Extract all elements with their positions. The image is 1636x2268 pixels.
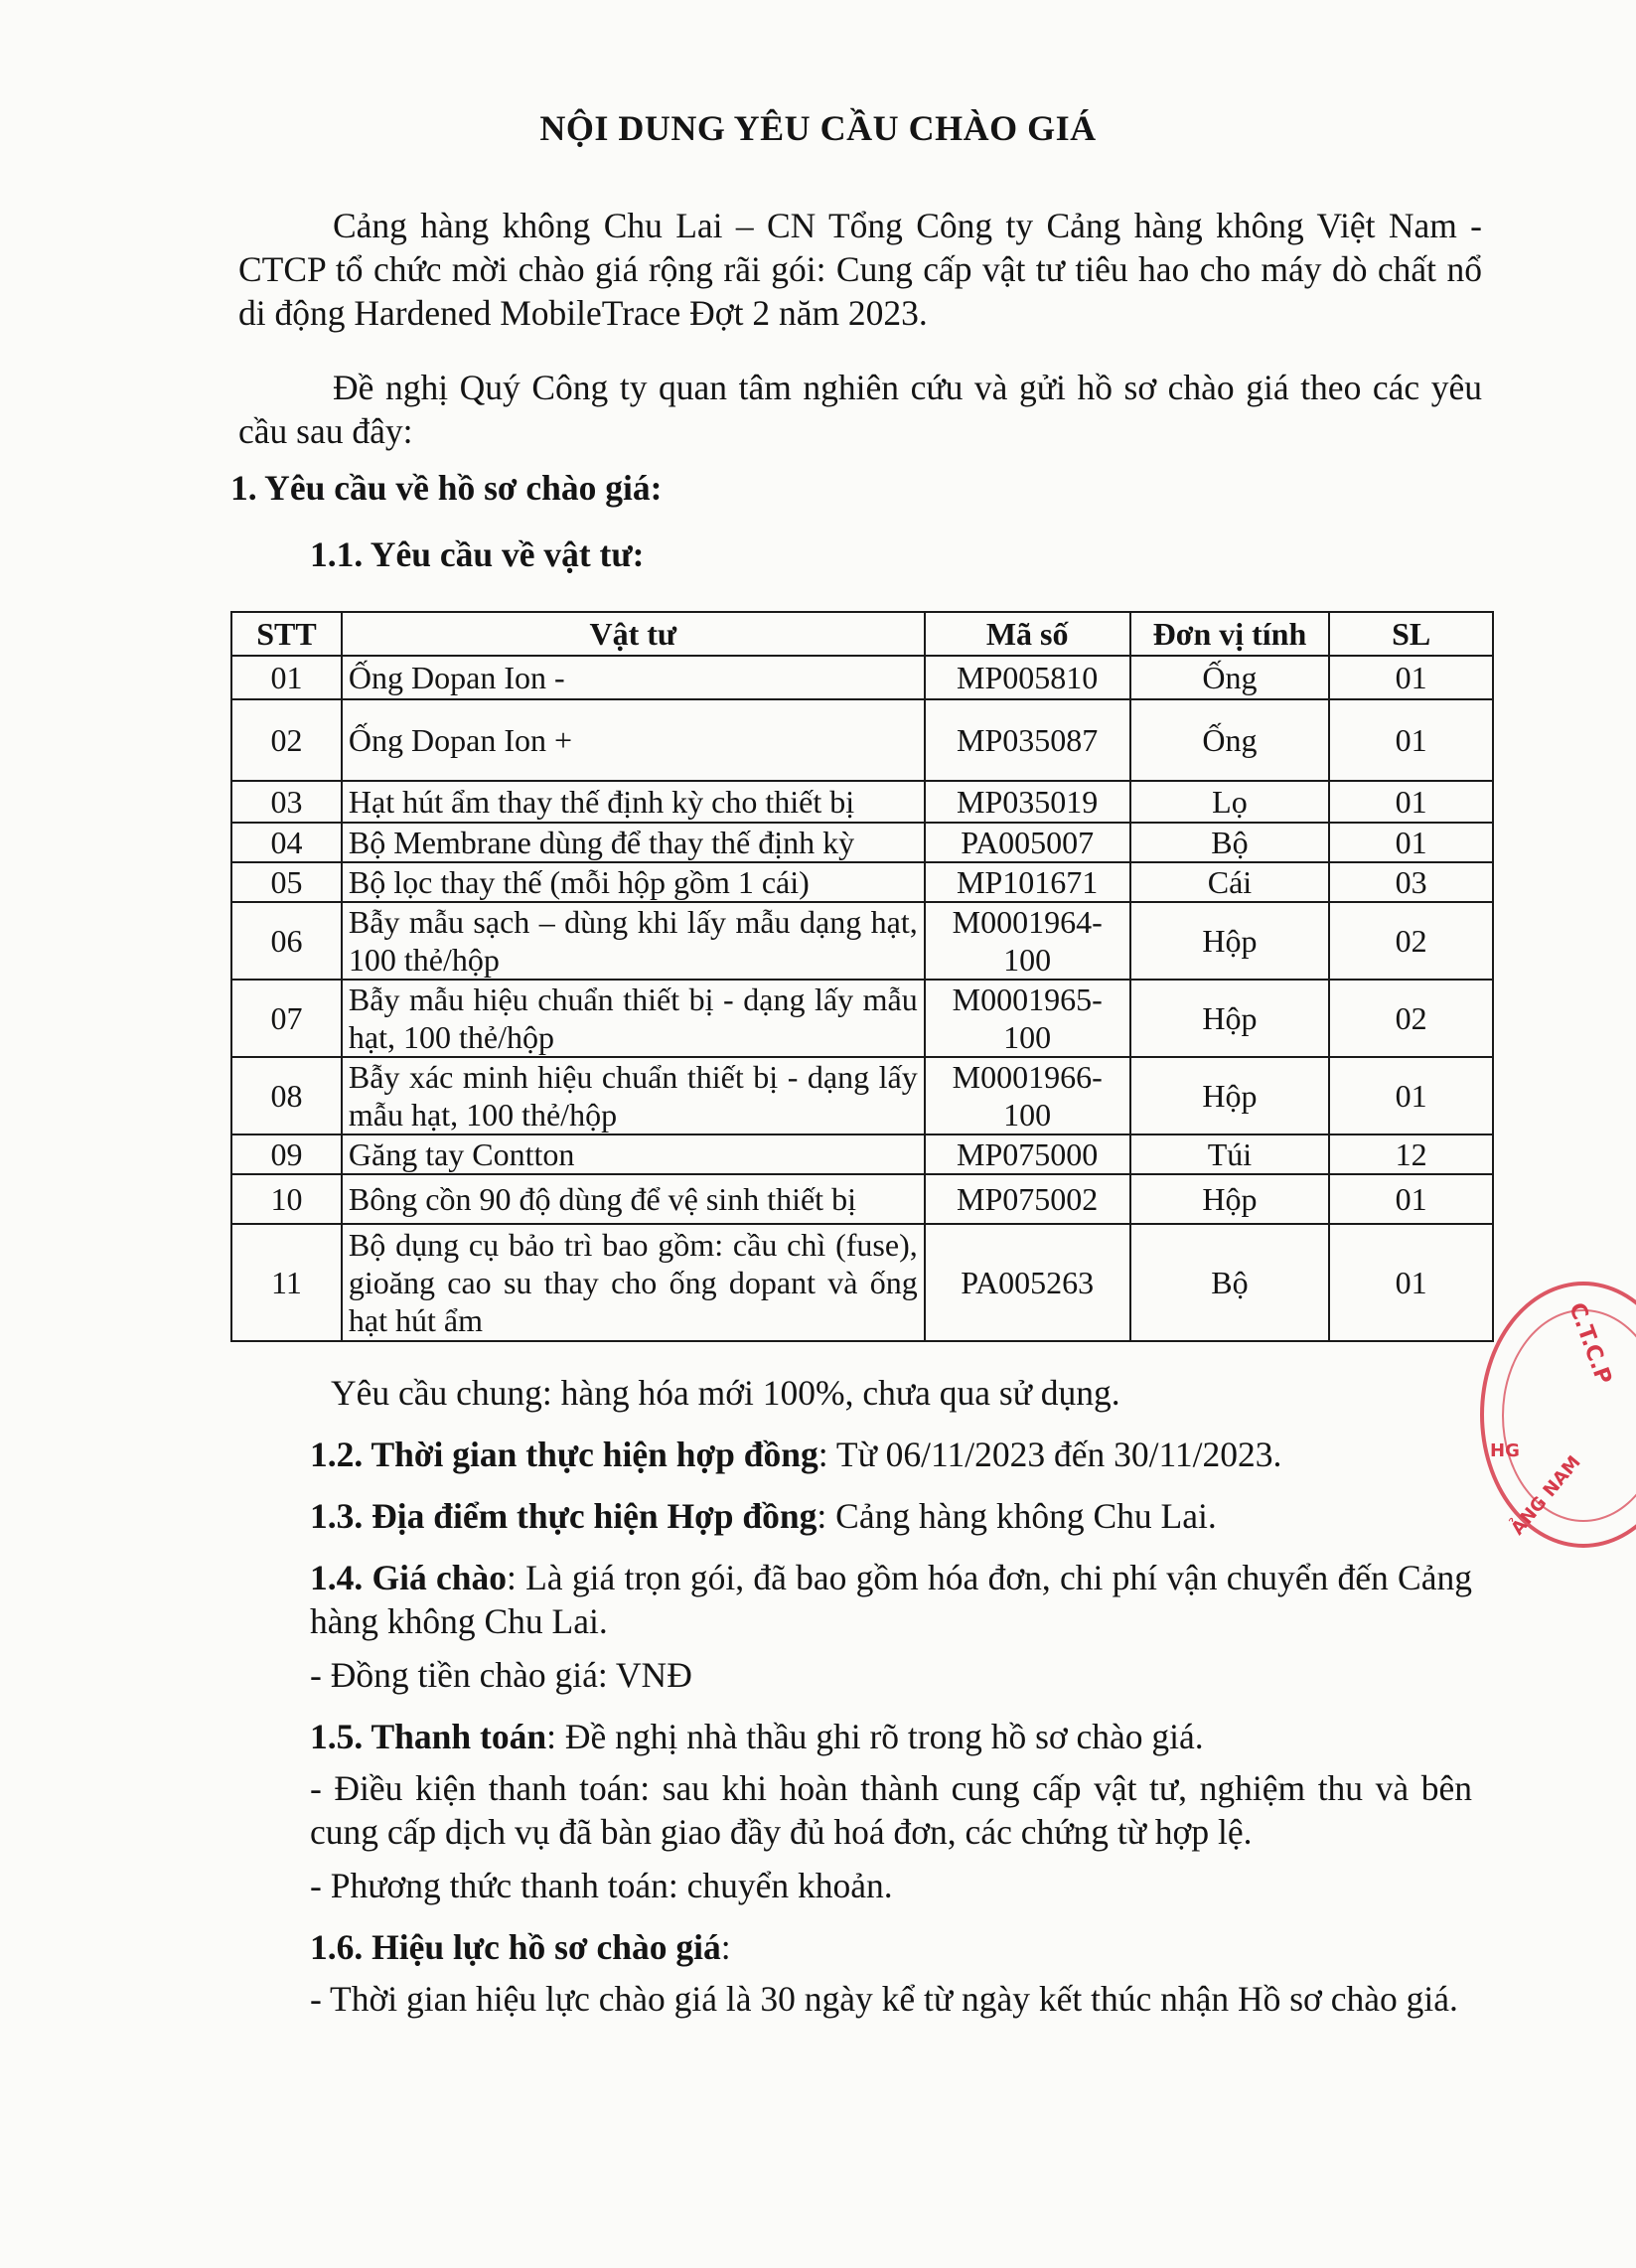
request-text: Đề nghị Quý Công ty quan tâm nghiên cứu và gửi hồ sơ chào giá theo các yêu cầu sau đây: bbox=[238, 368, 1482, 451]
cell-code: M0001966-100 bbox=[925, 1057, 1130, 1134]
section-1-1-heading: 1.1. Yêu cầu về vật tư: bbox=[310, 534, 645, 574]
section-1-2 bbox=[310, 1433, 1281, 1476]
cell-material: Bẫy mẫu hiệu chuẩn thiết bị - dạng lấy mẫu hạt, 100 thẻ/hộp bbox=[342, 980, 925, 1057]
payment-method: - Phương thức thanh toán: chuyển khoản. bbox=[310, 1866, 893, 1905]
cell-unit: Hộp bbox=[1130, 902, 1330, 980]
cell-quantity: 02 bbox=[1329, 980, 1493, 1057]
cell-unit: Lọ bbox=[1130, 781, 1330, 823]
seal-text-name: ẢNG NAM bbox=[1507, 1451, 1585, 1540]
cell-code: PA005007 bbox=[925, 823, 1130, 862]
cell-quantity: 01 bbox=[1329, 656, 1493, 699]
section-1-6-label: 1.6. Hiệu lực hồ sơ chào giá bbox=[310, 1927, 721, 1967]
cell-code: PA005263 bbox=[925, 1224, 1130, 1341]
header-unit: Đơn vị tính bbox=[1130, 612, 1330, 656]
cell-unit: Cái bbox=[1130, 862, 1330, 902]
section-1-heading: 1. Yêu cầu về hồ sơ chào giá: bbox=[230, 468, 663, 508]
header-quantity: SL bbox=[1329, 612, 1493, 656]
cell-material: Bộ lọc thay thế (mỗi hộp gồm 1 cái) bbox=[342, 862, 925, 902]
cell-code: MP035087 bbox=[925, 699, 1130, 781]
table-row bbox=[231, 823, 1493, 862]
cell-material: Bông cồn 90 độ dùng để vệ sinh thiết bị bbox=[342, 1174, 925, 1224]
section-1-3 bbox=[310, 1494, 1217, 1538]
cell-quantity: 01 bbox=[1329, 1224, 1493, 1341]
cell-unit: Hộp bbox=[1130, 980, 1330, 1057]
cell-material: Bẫy xác minh hiệu chuẩn thiết bị - dạng lấy mẫu hạt, 100 thẻ/hộp bbox=[342, 1057, 925, 1134]
materials-table bbox=[230, 611, 1494, 1342]
intro-paragraph bbox=[238, 204, 1482, 335]
validity-line: - Thời gian hiệu lực chào giá là 30 ngày kể từ ngày kết thúc nhận Hồ sơ chào giá. bbox=[310, 1979, 1458, 2019]
cell-stt: 08 bbox=[231, 1057, 342, 1134]
table-row bbox=[231, 1174, 1493, 1224]
cell-quantity: 03 bbox=[1329, 862, 1493, 902]
cell-quantity: 01 bbox=[1329, 781, 1493, 823]
document-title: NỘI DUNG YÊU CẦU CHÀO GIÁ bbox=[539, 108, 1097, 148]
table-header-row bbox=[231, 612, 1493, 656]
cell-material: Bẫy mẫu sạch – dùng khi lấy mẫu dạng hạt, 100 thẻ/hộp bbox=[342, 902, 925, 980]
cell-material: Ống Dopan Ion + bbox=[342, 699, 925, 781]
cell-unit: Hộp bbox=[1130, 1174, 1330, 1224]
section-1-6-value: : bbox=[720, 1927, 731, 1967]
section-1-4-value: : Là giá trọn gói, đã bao gồm hóa đơn, chi phí vận chuyển đến Cảng hàng không Chu Lai. bbox=[310, 1558, 1472, 1641]
cell-stt: 09 bbox=[231, 1134, 342, 1174]
cell-material: Hạt hút ẩm thay thế định kỳ cho thiết bị bbox=[342, 781, 925, 823]
cell-code: M0001964-100 bbox=[925, 902, 1130, 980]
cell-material: Bộ Membrane dùng để thay thế định kỳ bbox=[342, 823, 925, 862]
cell-code: MP075002 bbox=[925, 1174, 1130, 1224]
section-1-5 bbox=[310, 1715, 1204, 1758]
section-1-5-value: : Đề nghị nhà thầu ghi rõ trong hồ sơ chào giá. bbox=[546, 1717, 1204, 1756]
table-row bbox=[231, 1224, 1493, 1341]
cell-stt: 11 bbox=[231, 1224, 342, 1341]
currency-line: - Đồng tiền chào giá: VNĐ bbox=[310, 1655, 692, 1695]
cell-code: MP005810 bbox=[925, 656, 1130, 699]
table-row bbox=[231, 902, 1493, 980]
cell-stt: 06 bbox=[231, 902, 342, 980]
section-1-6 bbox=[310, 1925, 731, 1969]
header-stt: STT bbox=[231, 612, 342, 656]
section-1-2-label: 1.2. Thời gian thực hiện hợp đồng bbox=[310, 1435, 818, 1474]
cell-stt: 10 bbox=[231, 1174, 342, 1224]
cell-quantity: 12 bbox=[1329, 1134, 1493, 1174]
cell-material: Bộ dụng cụ bảo trì bao gồm: cầu chì (fuse), gioăng cao su thay cho ống dopant và ống hạt hút ẩm bbox=[342, 1224, 925, 1341]
cell-unit: Hộp bbox=[1130, 1057, 1330, 1134]
seal-text-ctcp: C.T.C.P bbox=[1563, 1299, 1616, 1388]
table-row bbox=[231, 781, 1493, 823]
cell-stt: 05 bbox=[231, 862, 342, 902]
cell-stt: 04 bbox=[231, 823, 342, 862]
cell-stt: 01 bbox=[231, 656, 342, 699]
cell-code: M0001965-100 bbox=[925, 980, 1130, 1057]
seal-text-hg: HG bbox=[1490, 1440, 1520, 1461]
cell-code: MP075000 bbox=[925, 1134, 1130, 1174]
cell-quantity: 01 bbox=[1329, 823, 1493, 862]
table-row bbox=[231, 862, 1493, 902]
request-paragraph bbox=[238, 366, 1482, 453]
table-row bbox=[231, 656, 1493, 699]
section-1-5-label: 1.5. Thanh toán bbox=[310, 1717, 547, 1756]
section-1-4 bbox=[310, 1556, 1472, 1643]
cell-material: Ống Dopan Ion - bbox=[342, 656, 925, 699]
cell-code: MP101671 bbox=[925, 862, 1130, 902]
cell-code: MP035019 bbox=[925, 781, 1130, 823]
header-material: Vật tư bbox=[342, 612, 925, 656]
cell-unit: Bộ bbox=[1130, 823, 1330, 862]
cell-quantity: 01 bbox=[1329, 699, 1493, 781]
cell-stt: 03 bbox=[231, 781, 342, 823]
section-1-4-label: 1.4. Giá chào bbox=[310, 1558, 507, 1597]
cell-quantity: 01 bbox=[1329, 1174, 1493, 1224]
header-code: Mã số bbox=[925, 612, 1130, 656]
cell-unit: Ống bbox=[1130, 699, 1330, 781]
cell-stt: 07 bbox=[231, 980, 342, 1057]
table-row bbox=[231, 980, 1493, 1057]
cell-quantity: 02 bbox=[1329, 902, 1493, 980]
general-requirement: Yêu cầu chung: hàng hóa mới 100%, chưa qua sử dụng. bbox=[331, 1373, 1120, 1413]
intro-text: Cảng hàng không Chu Lai – CN Tổng Công ty Cảng hàng không Việt Nam - CTCP tổ chức mời chào giá rộng rãi gói: Cung cấp vật tư tiêu hao cho máy dò chất nổ di động Hardened MobileTrace Đợt 2 năm 2023. bbox=[238, 206, 1482, 333]
section-1-3-value: : Cảng hàng không Chu Lai. bbox=[817, 1496, 1217, 1536]
cell-material: Găng tay Contton bbox=[342, 1134, 925, 1174]
table-row bbox=[231, 1134, 1493, 1174]
section-1-2-value: : Từ 06/11/2023 đến 30/11/2023. bbox=[818, 1435, 1282, 1474]
section-1-3-label: 1.3. Địa điểm thực hiện Hợp đồng bbox=[310, 1496, 818, 1536]
table-row bbox=[231, 699, 1493, 781]
payment-condition: - Điều kiện thanh toán: sau khi hoàn thành cung cấp vật tư, nghiệm thu và bên cung cấp dịch vụ đã bàn giao đầy đủ hoá đơn, các chứng từ hợp lệ. bbox=[310, 1768, 1472, 1852]
cell-stt: 02 bbox=[231, 699, 342, 781]
cell-unit: Ống bbox=[1130, 656, 1330, 699]
cell-unit: Túi bbox=[1130, 1134, 1330, 1174]
table-row bbox=[231, 1057, 1493, 1134]
cell-quantity: 01 bbox=[1329, 1057, 1493, 1134]
cell-unit: Bộ bbox=[1130, 1224, 1330, 1341]
